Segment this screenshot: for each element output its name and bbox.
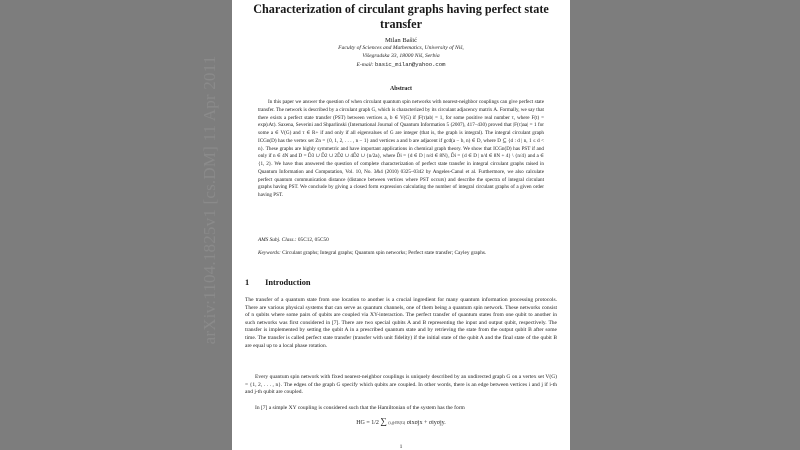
equation-coef: 1/2: [371, 420, 379, 426]
keywords-label: Keywords:: [258, 250, 281, 256]
ams-label: AMS Subj. Class.:: [258, 237, 297, 243]
author-name: Milan Bašić: [384, 37, 418, 44]
section-number: 1: [245, 278, 250, 287]
abstract-heading: Abstract: [390, 86, 412, 92]
arxiv-stamp: [200, 55, 220, 345]
ams-value: 05C12, 05C50: [297, 237, 329, 243]
equation-sum-index: (i,j)∈E(G): [388, 420, 406, 425]
hamiltonian-equation: [245, 416, 557, 438]
equation-terms: σixσjx + σiyσjy.: [406, 420, 446, 426]
section-heading: [245, 278, 557, 287]
paper-title: Characterization of circulant graphs having perfect state transfer: [253, 2, 549, 31]
equation-lhs: HG =: [356, 420, 370, 426]
intro-paragraph-3: In [7] a simple XY coupling is considered such that the Hamiltonian of the system has the form: [255, 405, 465, 411]
intro-paragraph-2: Every quantum spin network with fixed nearest-neighbor couplings is uniquely described by an undirected graph G on a vertex set V(G) = {1, 2, . . . , n}. The edges of the graph G specify which qubits are coupled. In other words, there is an edge between vertices i and j if i-th and j-th qubit are coupled.: [245, 374, 557, 396]
email-line: [245, 61, 557, 70]
email-address[interactable]: basic_milan@yahoo.com: [375, 60, 446, 68]
page-number: 1: [399, 444, 403, 450]
paper-page: [232, 0, 570, 450]
affiliation-line2: Višegradska 33, 18000 Niš, Serbia: [362, 52, 440, 59]
abstract-text: In this paper we answer the question of when circulant quantum spin networks with nearest-neighbor couplings can give perfect state transfer. The network is described by a circulant graph G, which is characterized by its circulant adjacency matrix A. Formally, we say that there exists a perfect state transfer (PST) between vertices a, b ∈ V(G) if |F(τ)ab| = 1, for some positive real number τ, where F(t) = exp(ıAt). Saxena, Severini and Shparlinski (International Journal of Quantum Information 5 (2007), 417–430) proved that |F(τ)aa| = 1 for some a ∈ V(G) and τ ∈ R+ if and only if all eigenvalues of G are integer (that is, the graph is integral). The integral circulant graph ICGn(D) has the vertex set Zn = {0, 1, 2, . . . , n − 1} and vertices a and b are adjacent if gcd(a − b, n) ∈ D, where D ⊆ {d : d | n, 1 ≤ d < n}. These graphs are highly symmetric and have important applications in chemical graph theory. We show that ICGn(D) has PST if and only if n ∈ 4N and D = D̃3 ∪ D̃2 ∪ 2D̃2 ∪ 4D̃2 ∪ {n/2a}, where D̃i = {d ∈ D | n/d ∈ 8N}, D̃i = {d ∈ D | n/d ∈ 8N + 4} \ {n/4} and a ∈ {1, 2}. We have thus answered the question of complete characterization of perfect state transfer in integral circulant graphs raised in Quantum Information and Computation, Vol. 10, No. 3&4 (2010) 0325–0342 by Angeles-Canul et al. Furthermore, we also calculate perfect quantum communication distance (distance between vertices where PST occurs) and describe the spectra of integral circulant graphs having PST. We conclude by giving a closed form expression calculating the number of integral circulant graphs of a given order having PST.: [258, 99, 544, 198]
arxiv-stamp-text: arXiv:1104.1825v1 [cs.DM] 11 Apr 2011: [200, 55, 219, 345]
affiliation: [245, 45, 557, 69]
ams-classification: [258, 237, 544, 243]
email-label: E-mail:: [356, 61, 374, 68]
section-title: Introduction: [265, 278, 311, 287]
affiliation-line1: Faculty of Sciences and Mathematics, University of Niš,: [338, 45, 464, 51]
intro-paragraph-1: The transfer of a quantum state from one location to another is a crucial ingredient for many quantum information processing protocols. There are various physical systems that can serve as quantum channels, one of them being a quantum spin network. These networks consist of n qubits where some pairs of qubits are coupled via XY-interaction. The perfect transfer of quantum states from one qubit to another in such networks was first considered in [7]. There are two special qubits A and B representing the input and output qubit, respectively. The transfer is implemented by setting the qubit A in a prescribed quantum state and by retrieving the state from the output qubit B after some time. The transfer is called perfect state transfer (transfer with unit fidelity) if the initial state of the qubit A and the final state of the qubit B are equal up to a local phase rotation.: [245, 297, 557, 349]
keywords-value: Circulant graphs; Integral graphs; Quantum spin networks; Perfect state transfer; Cayley graphs.: [282, 250, 487, 256]
keywords: [258, 250, 544, 258]
sum-symbol: ∑: [380, 416, 387, 426]
